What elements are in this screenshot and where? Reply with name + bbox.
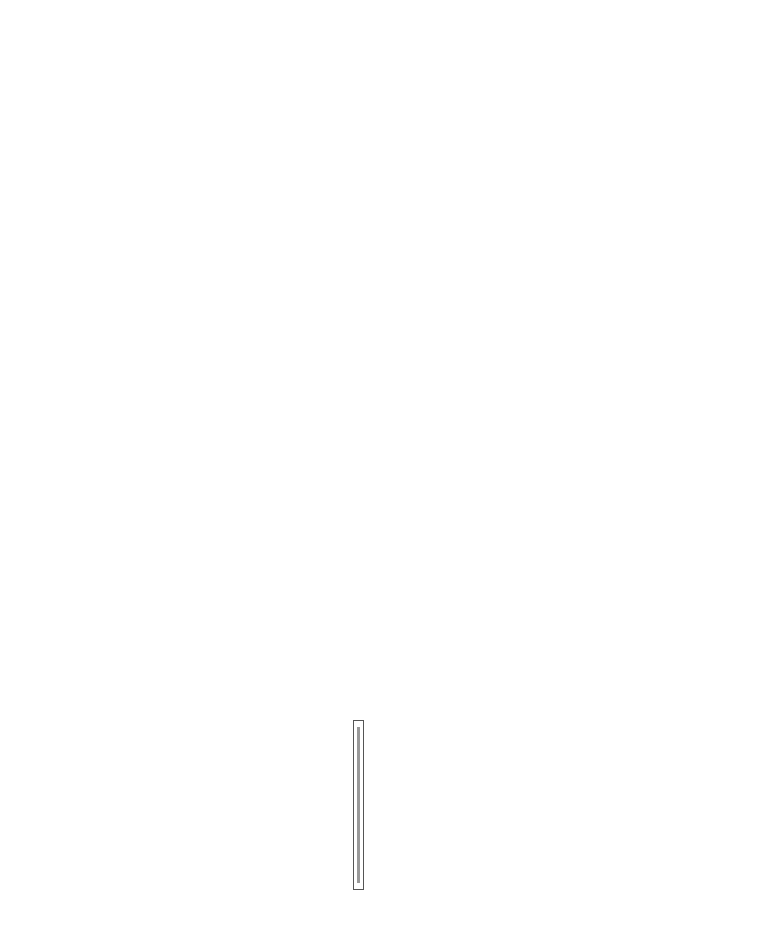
bond-info-box — [353, 720, 364, 890]
application-page — [0, 0, 370, 932]
bond-number-field[interactable] — [359, 727, 360, 883]
agreement-page — [372, 0, 768, 932]
application-page-content — [30, 8, 370, 908]
booking-number-field[interactable] — [357, 727, 358, 883]
agreement-page-content — [383, 6, 768, 921]
amount-of-bond-field[interactable] — [358, 727, 359, 883]
